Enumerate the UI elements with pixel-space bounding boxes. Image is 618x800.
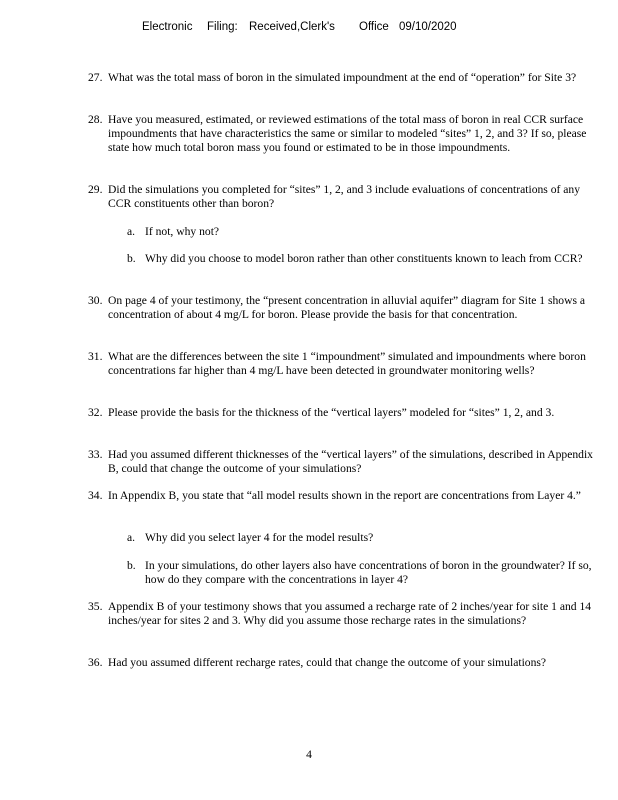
question-29a bbox=[127, 225, 597, 239]
subquestion-letter: b. bbox=[127, 559, 136, 572]
question-number: 36. bbox=[88, 656, 103, 669]
question-number: 30. bbox=[88, 294, 103, 307]
question-27 bbox=[88, 71, 598, 85]
question-29b bbox=[127, 252, 597, 266]
question-34b bbox=[127, 559, 597, 587]
question-34 bbox=[88, 489, 598, 503]
question-number: 33. bbox=[88, 448, 103, 461]
question-number: 35. bbox=[88, 600, 103, 613]
header-filing: Filing: bbox=[207, 21, 238, 33]
subquestion-text: In your simulations, do other layers also have concentrations of boron in the groundwater? If so, how do they compare with the concentrations in layer 4? bbox=[145, 559, 592, 587]
question-text: Did the simulations you completed for “sites” 1, 2, and 3 include evaluations of concentrations of any CCR constituents other than boron? bbox=[108, 183, 581, 211]
question-text: On page 4 of your testimony, the “present concentration in alluvial aquifer” diagram for Site 1 shows a concentration of about 4 mg/L for boron. Please provide the basis for that concentration. bbox=[108, 294, 586, 322]
question-text: What was the total mass of boron in the simulated impoundment at the end of “operation” for Site 3? bbox=[108, 71, 577, 84]
question-number: 32. bbox=[88, 406, 103, 419]
subquestion-text: Why did you choose to model boron rather than other constituents known to leach from CCR? bbox=[145, 252, 583, 265]
question-text: Please provide the basis for the thickness of the “vertical layers” modeled for “sites” 1, 2, and 3. bbox=[108, 406, 555, 419]
header-electronic: Electronic bbox=[142, 21, 193, 33]
header-office: Office bbox=[359, 21, 389, 33]
question-31 bbox=[88, 350, 598, 378]
question-text: In Appendix B, you state that “all model results shown in the report are concentrations from Layer 4.” bbox=[108, 489, 581, 502]
question-36 bbox=[88, 656, 598, 670]
question-text: What are the differences between the site 1 “impoundment” simulated and impoundments where boron concentrations far higher than 4 mg/L have been detected in groundwater monitoring wells? bbox=[108, 350, 586, 378]
question-33 bbox=[88, 448, 598, 476]
question-28 bbox=[88, 113, 598, 156]
question-text: Had you assumed different recharge rates, could that change the outcome of your simulations? bbox=[108, 656, 547, 669]
subquestion-letter: a. bbox=[127, 531, 136, 544]
header-received: Received,Clerk's bbox=[249, 21, 335, 33]
question-30 bbox=[88, 294, 598, 322]
question-35 bbox=[88, 600, 598, 628]
question-number: 28. bbox=[88, 113, 103, 126]
question-34a bbox=[127, 531, 597, 545]
header-date: 09/10/2020 bbox=[399, 21, 457, 33]
question-text: Appendix B of your testimony shows that you assumed a recharge rate of 2 inches/year for site 1 and 14 inches/year for sites 2 and 3. Why did you assume those recharge rates in the simulations? bbox=[108, 600, 592, 628]
question-number: 34. bbox=[88, 489, 103, 502]
page-number: 4 bbox=[306, 748, 312, 761]
subquestion-text: If not, why not? bbox=[145, 225, 220, 238]
subquestion-text: Why did you select layer 4 for the model results? bbox=[145, 531, 374, 544]
question-number: 29. bbox=[88, 183, 103, 196]
question-text: Have you measured, estimated, or reviewed estimations of the total mass of boron in real CCR surface impoundments that have characteristics the same or similar to modeled “sites” 1, 2, and 3? If so, please state how much total boron mass you found or estimated to be in those impoundments. bbox=[108, 113, 587, 155]
question-32 bbox=[88, 406, 598, 420]
question-number: 31. bbox=[88, 350, 103, 363]
subquestion-letter: b. bbox=[127, 252, 136, 265]
question-29 bbox=[88, 183, 598, 211]
question-number: 27. bbox=[88, 71, 103, 84]
question-text: Had you assumed different thicknesses of the “vertical layers” of the simulations, described in Appendix B, could that change the outcome of your simulations? bbox=[108, 448, 593, 476]
subquestion-letter: a. bbox=[127, 225, 136, 238]
